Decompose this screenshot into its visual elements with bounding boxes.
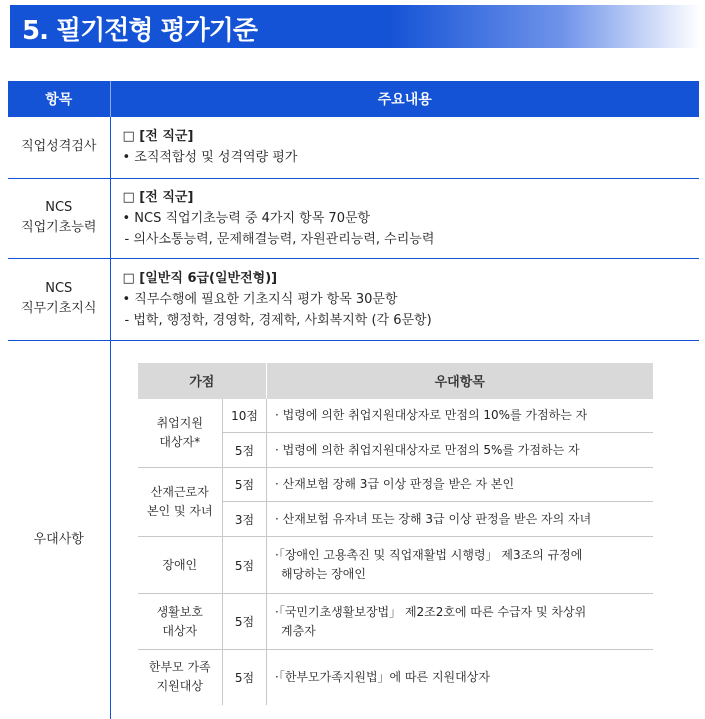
content-heading: □ [전 직군] <box>122 189 194 205</box>
row-category <box>8 117 110 178</box>
category-label: 직업성격검사 <box>21 139 97 155</box>
content-line: • NCS 직업기초능력 중 4가지 항목 70문항 <box>122 210 371 226</box>
category-label: 우대사항 <box>33 532 84 548</box>
preference-header-row <box>138 363 653 399</box>
header-item: 항목 <box>8 81 110 117</box>
preference-table <box>138 363 653 705</box>
preference-target <box>138 537 223 594</box>
table-row <box>8 117 699 178</box>
preference-row <box>138 399 653 433</box>
description-line: · 법령에 의한 취업지원대상자로 만점의 5%를 가점하는 자 <box>275 442 580 457</box>
table-header-row <box>8 81 699 117</box>
target-label: 지원대상 <box>156 679 203 694</box>
preference-target <box>138 399 223 468</box>
row-content <box>110 340 699 719</box>
content-heading: □ [전 직군] <box>122 129 194 145</box>
content-heading: □ [일반직 6급(일반전형)] <box>122 270 278 286</box>
preference-target <box>138 468 223 537</box>
preference-points: 5점 <box>223 537 267 594</box>
preference-points: 5점 <box>223 650 267 705</box>
category-label: NCS <box>45 200 73 215</box>
row-content <box>110 178 699 258</box>
header-content: 주요내용 <box>110 81 699 117</box>
content-subline: - 법학, 행정학, 경영학, 경제학, 사회복지학 (각 6문항) <box>124 312 432 328</box>
category-label: NCS <box>45 281 73 296</box>
preference-target <box>138 594 223 650</box>
content-line: • 조직적합성 및 성격역량 평가 <box>122 150 298 166</box>
description-line: ·「국민기초생활보장법」 제2조2호에 따른 수급자 및 차상위 <box>275 604 587 619</box>
target-label: 본인 및 자녀 <box>146 504 213 518</box>
target-label: 생활보호 <box>156 604 203 619</box>
preference-points: 5점 <box>223 433 267 468</box>
content-subline: - 의사소통능력, 문제해결능력, 자원관리능력, 수리능력 <box>124 231 435 247</box>
row-category <box>8 340 110 719</box>
section-title: 5. 필기전형 평가기준 <box>22 16 257 46</box>
table-row <box>8 178 699 258</box>
row-content <box>110 258 699 340</box>
preference-points: 5점 <box>223 594 267 650</box>
description-line: ·「장애인 고용촉진 및 직업재활법 시행령」 제3조의 규정에 <box>275 548 583 562</box>
preference-description <box>267 468 653 502</box>
category-label: 직무기초지식 <box>21 301 97 316</box>
preference-row <box>138 650 653 705</box>
target-label: 취업지원 <box>156 415 203 430</box>
row-category <box>8 258 110 340</box>
preference-points: 5점 <box>223 468 267 502</box>
row-content <box>110 117 699 178</box>
description-line: 해당하는 장애인 <box>281 567 366 581</box>
preference-description <box>267 594 653 650</box>
evaluation-criteria-table <box>8 81 699 719</box>
preference-points: 10점 <box>223 399 267 433</box>
preference-description <box>267 502 653 537</box>
description-line: · 법령에 의한 취업지원대상자로 만점의 10%를 가점하는 자 <box>275 407 588 422</box>
preference-description <box>267 537 653 594</box>
description-line: · 산재보험 장해 3급 이상 판정을 받은 자 본인 <box>275 477 515 491</box>
content-line: • 직무수행에 필요한 기초지식 평가 항목 30문항 <box>122 291 398 307</box>
preference-target <box>138 650 223 705</box>
preference-row <box>138 468 653 502</box>
description-line: 계층자 <box>281 623 316 638</box>
target-label: 대상자* <box>159 434 201 449</box>
header-points: 가점 <box>138 363 267 399</box>
target-label: 장애인 <box>162 557 198 572</box>
table-row <box>8 258 699 340</box>
target-label: 한부모 가족 <box>148 660 211 675</box>
category-label: 직업기초능력 <box>21 220 97 235</box>
target-label: 대상자 <box>162 623 198 638</box>
preference-row <box>138 537 653 594</box>
header-preference-item: 우대항목 <box>267 363 653 399</box>
preference-row <box>138 594 653 650</box>
row-category <box>8 178 110 258</box>
section-title-bar <box>10 5 700 48</box>
description-line: ·「한부모가족지원법」에 따른 지원대상자 <box>275 669 490 684</box>
preference-points: 3점 <box>223 502 267 537</box>
preference-description <box>267 399 653 433</box>
description-line: · 산재보험 유자녀 또는 장해 3급 이상 판정을 받은 자의 자녀 <box>275 511 592 526</box>
preference-description <box>267 433 653 468</box>
preference-description <box>267 650 653 705</box>
table-row <box>8 340 699 719</box>
target-label: 산재근로자 <box>150 485 209 499</box>
